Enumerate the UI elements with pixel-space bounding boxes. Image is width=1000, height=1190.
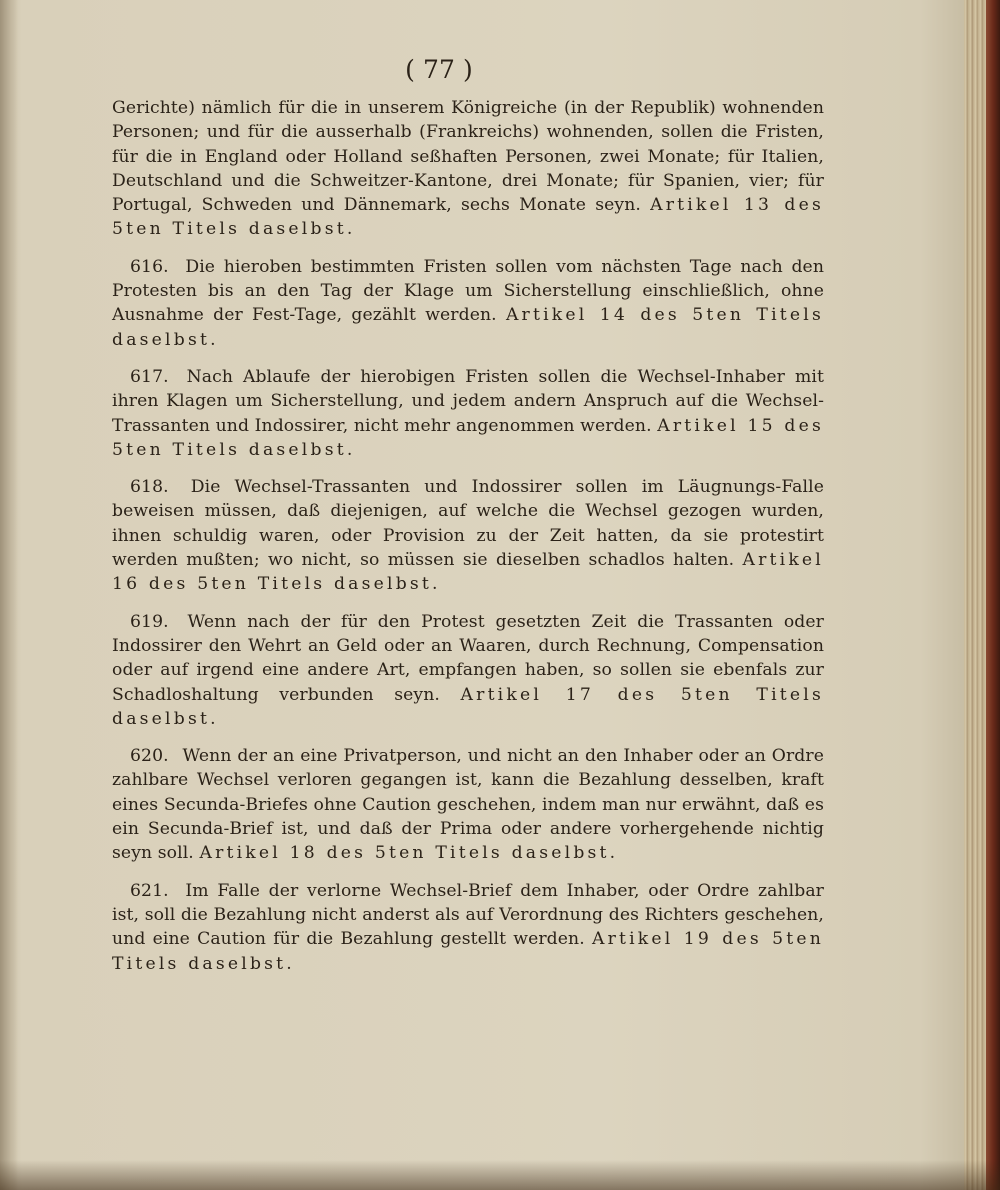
paragraph-617 (112, 365, 824, 462)
paragraph-number: 616. (130, 256, 169, 277)
article-reference: Artikel 15 des 5ten Titels daselbst. (112, 415, 824, 460)
paragraph-number: 620. (130, 746, 169, 767)
paragraph-number: 619. (130, 611, 169, 632)
article-reference: Artikel 13 des 5ten Titels daselbst. (112, 195, 824, 240)
paragraph-621 (112, 879, 824, 976)
page-text (112, 50, 824, 989)
paragraph-618 (112, 475, 824, 596)
paragraph-616 (112, 255, 824, 352)
article-reference: Artikel 14 des 5ten Titels daselbst. (112, 305, 824, 350)
paragraph-text: Im Falle der verlorne Wechsel-Brief dem Inhaber, oder Ordre zahlbar ist, soll die Bezahlung nicht anderst als auf Verordnung des Richters geschehen, und eine Caution für die Bezahlung gestellt werden. (112, 880, 824, 950)
page-number: ( 77 ) (405, 55, 473, 84)
article-reference: Artikel 18 des 5ten Titels daselbst. (199, 843, 619, 864)
paragraph-text: Die Wechsel-Trassanten und Indossirer sollen im Läugnungs-Falle beweisen müssen, daß diejenigen, auf welche die Wechsel gezogen wurden, ihnen schuldig waren, oder Provision zu der Zeit hatten, da sie protestirt werden mußten; wo nicht, so müssen sie dieselben schadlos halten. (112, 477, 824, 571)
paragraph-text: Nach Ablaufe der hierobigen Fristen sollen die Wechsel-Inhaber mit ihren Klagen um Sicherstellung, und jedem andern Anspruch auf die Wechsel-Trassanten und Indossirer, nicht mehr angenommen werden. (112, 366, 824, 436)
paragraph-620 (112, 744, 824, 865)
paragraph-text: Gerichte) nämlich für die in unserem Königreiche (in der Republik) wohnenden Personen; und für die ausserhalb (Frankreichs) wohnenden, sollen die Fristen, für die in England oder Holland seßhaften Personen, zwei Monate; für Italien, Deutschland und die Schweitzer-Kantone, drei Monate; für Spanien, vier; für Portugal, Schweden und Dännemark, sechs Monate seyn. (112, 98, 824, 216)
bottom-page-shadow (0, 1160, 1000, 1190)
paragraph-number: 618. (130, 477, 169, 498)
binding-strip (986, 0, 1000, 1190)
article-reference: Artikel 19 des 5ten Titels daselbst. (112, 929, 824, 974)
paragraph-number: 617. (130, 366, 169, 387)
paragraph-text: Wenn nach der für den Protest gesetzten Zeit die Trassanten oder Indossirer den Wehrt an Geld oder an Waaren, durch Rechnung, Compensation oder auf irgend eine andere Art, empfangen haben, so sollen sie ebenfals zur Schadloshaltung verbunden seyn. (112, 611, 824, 705)
paragraph-number: 621. (130, 880, 169, 901)
paragraph-text: Die hieroben bestimmten Fristen sollen vom nächsten Tage nach den Protesten bis an den Tag der Klage um Sicherstellung einschließlich, ohne Ausnahme der Fest-Tage, gezählt werden. (112, 256, 824, 326)
left-page-edge (0, 0, 18, 1190)
paragraph-text: Wenn der an eine Privatperson, und nicht an den Inhaber oder an Ordre zahlbare Wechsel verloren gegangen ist, kann die Bezahlung desselben, kraft eines Secunda-Briefes ohne Caution geschehen, indem man nur erwähnt, daß es ein Secunda-Brief ist, und daß der Prima oder andere vorhergehende nichtig seyn soll. (112, 746, 824, 864)
article-reference: Artikel 17 des 5ten Titels daselbst. (112, 684, 824, 729)
article-reference: Artikel 16 des 5ten Titels daselbst. (112, 550, 824, 595)
paragraph-continued (112, 96, 824, 242)
paragraph-619 (112, 610, 824, 731)
